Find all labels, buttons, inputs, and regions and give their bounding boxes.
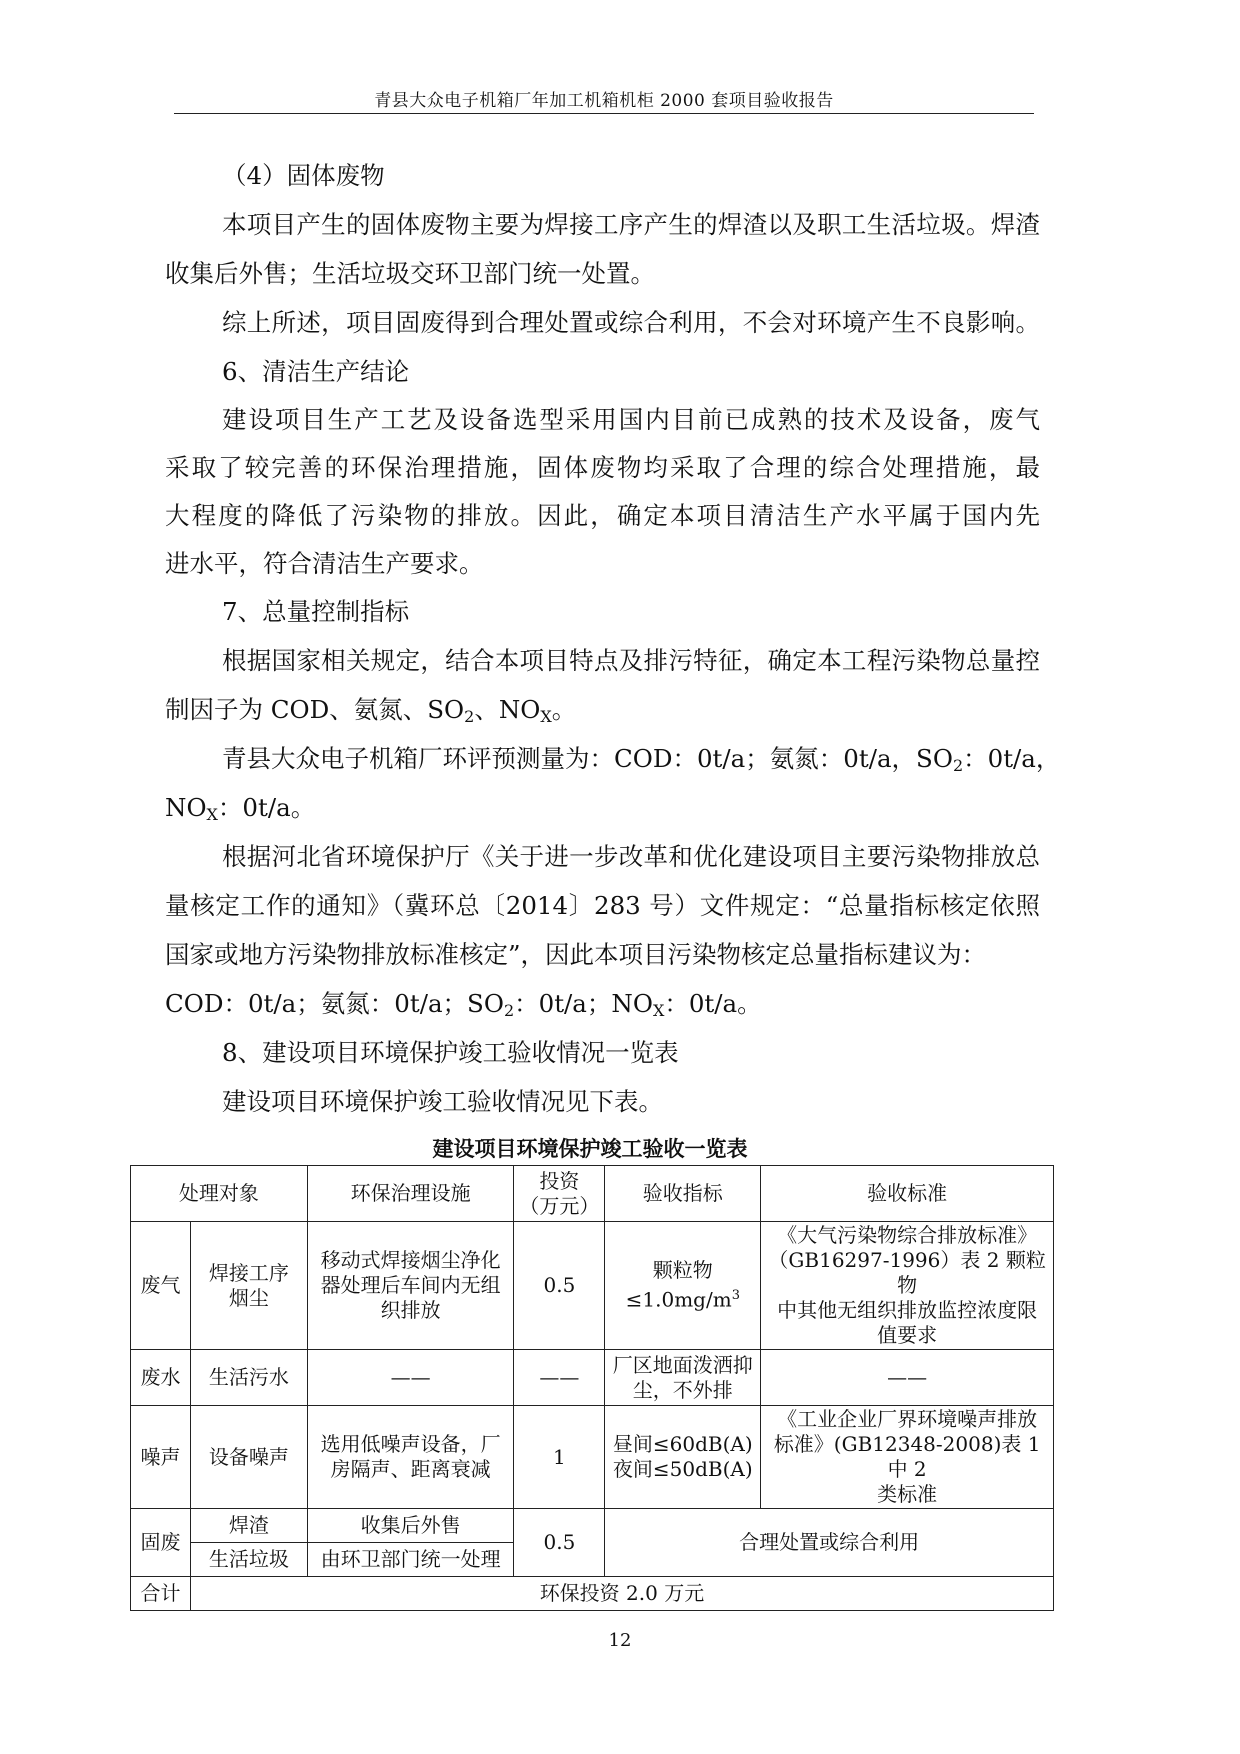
header-rule xyxy=(174,113,1034,114)
acceptance-table xyxy=(130,1165,1054,1611)
paragraph-cleaner-line-4: 进水平，符合清洁生产要求。 xyxy=(165,549,484,578)
paragraph-summary: 综上所述，项目固废得到合理处置或综合利用，不会对环境产生不良影响。 xyxy=(222,308,1040,337)
header-facility: 环保治理设施 xyxy=(307,1166,514,1222)
table-row-gas xyxy=(131,1222,1054,1350)
paragraph-cleaner-line-1: 建设项目生产工艺及设备选型采用国内目前已成熟的技术及设备，废气 xyxy=(222,405,1040,434)
paragraph-total-control-line-1: 根据国家相关规定，结合本项目特点及排污特征，确定本工程污染物总量控 xyxy=(222,646,1040,675)
paragraph-regulation-line-3: 国家或地方污染物排放标准核定”，因此本项目污染物核定总量指标建议为： xyxy=(165,940,987,969)
solid-source-slag: 焊渣 xyxy=(190,1509,307,1543)
header-indicator: 验收指标 xyxy=(605,1166,761,1222)
table-row-noise xyxy=(131,1406,1054,1509)
page-header: 青县大众电子机箱厂年加工机箱机柜 2000 套项目验收报告 xyxy=(374,91,834,111)
section-heading-cleaner-production: 6、清洁生产结论 xyxy=(222,357,410,386)
solid-facility-garbage: 由环卫部门统一处理 xyxy=(307,1543,514,1577)
paragraph-regulation-line-2: 量核定工作的通知》（冀环总〔2014〕283 号）文件规定：“总量指标核定依照 xyxy=(165,891,1040,920)
section-heading-total-control: 7、总量控制指标 xyxy=(222,597,410,626)
paragraph-solid-waste-line-2: 收集后外售；生活垃圾交环卫部门统一处置。 xyxy=(165,259,655,288)
page-number: 12 xyxy=(608,1630,632,1651)
water-investment: —— xyxy=(514,1350,605,1406)
water-category: 废水 xyxy=(131,1350,191,1406)
header-investment: 投资 （万元） xyxy=(514,1166,605,1222)
paragraph-forecast-line-1: 青县大众电子机箱厂环评预测量为：COD：0t/a；氨氮：0t/a，$SO_2$：0t/a， xyxy=(222,744,1061,775)
gas-indicator: 颗粒物 $\le 1.0mg/m^3$ xyxy=(605,1222,761,1350)
header-standard: 验收标准 xyxy=(761,1166,1054,1222)
total-label: 合计 xyxy=(131,1577,191,1611)
noise-category: 噪声 xyxy=(131,1406,191,1509)
noise-facility: 选用低噪声设备，厂 房隔声、距离衰减 xyxy=(307,1406,514,1509)
water-source: 生活污水 xyxy=(190,1350,307,1406)
gas-category: 废气 xyxy=(131,1222,191,1350)
noise-investment: 1 xyxy=(514,1406,605,1509)
solid-standard: 合理处置或综合利用 xyxy=(605,1509,1054,1577)
table-row-water xyxy=(131,1350,1054,1406)
solid-source-garbage: 生活垃圾 xyxy=(190,1543,307,1577)
water-standard: —— xyxy=(761,1350,1054,1406)
water-facility: —— xyxy=(307,1350,514,1406)
section-heading-solid-waste: （4）固体废物 xyxy=(222,161,385,190)
water-indicator: 厂区地面泼洒抑 尘，不外排 xyxy=(605,1350,761,1406)
solid-category: 固废 xyxy=(131,1509,191,1577)
noise-indicator: 昼间≤60dB(A) 夜间≤50dB(A) xyxy=(605,1406,761,1509)
paragraph-acceptance-intro: 建设项目环境保护竣工验收情况见下表。 xyxy=(222,1087,663,1116)
table-row-total xyxy=(131,1577,1054,1611)
solid-investment: 0.5 xyxy=(514,1509,605,1577)
paragraph-regulation-line-1: 根据河北省环境保护厅《关于进一步改革和优化建设项目主要污染物排放总 xyxy=(222,842,1040,871)
gas-facility: 移动式焊接烟尘净化 器处理后车间内无组 织排放 xyxy=(307,1222,514,1350)
noise-standard: 《工业企业厂界环境噪声排放 标准》(GB12348-2008)表 1 中 2 类标准 xyxy=(761,1406,1054,1509)
table-header-row xyxy=(131,1166,1054,1222)
solid-facility-slag: 收集后外售 xyxy=(307,1509,514,1543)
header-object: 处理对象 xyxy=(131,1166,308,1222)
gas-source: 焊接工序 烟尘 xyxy=(190,1222,307,1350)
paragraph-cleaner-line-3: 大程度的降低了污染物的排放。因此，确定本项目清洁生产水平属于国内先 xyxy=(165,501,1040,530)
total-value: 环保投资 2.0 万元 xyxy=(190,1577,1053,1611)
paragraph-total-control-line-2: 制因子为 COD、氨氮、$SO_2$、$NO_X$。 xyxy=(165,695,577,726)
table-caption: 建设项目环境保护竣工验收一览表 xyxy=(432,1136,748,1161)
paragraph-regulation-line-4: COD：0t/a；氨氮：0t/a；$SO_2$：0t/a；$NO_X$：0t/a。 xyxy=(165,989,762,1020)
paragraph-cleaner-line-2: 采取了较完善的环保治理措施，固体废物均采取了合理的综合处理措施，最 xyxy=(165,453,1040,482)
paragraph-forecast-line-2: $NO_X$：0t/a。 xyxy=(165,793,316,824)
table-row-solid-1 xyxy=(131,1509,1054,1543)
paragraph-solid-waste-line-1: 本项目产生的固体废物主要为焊接工序产生的焊渣以及职工生活垃圾。焊渣 xyxy=(222,210,1040,239)
section-heading-acceptance-table: 8、建设项目环境保护竣工验收情况一览表 xyxy=(222,1038,679,1067)
gas-investment: 0.5 xyxy=(514,1222,605,1350)
noise-source: 设备噪声 xyxy=(190,1406,307,1509)
gas-standard: 《大气污染物综合排放标准》 （GB16297-1996）表 2 颗粒物 中其他无组织排放监控浓度限 值要求 xyxy=(761,1222,1054,1350)
